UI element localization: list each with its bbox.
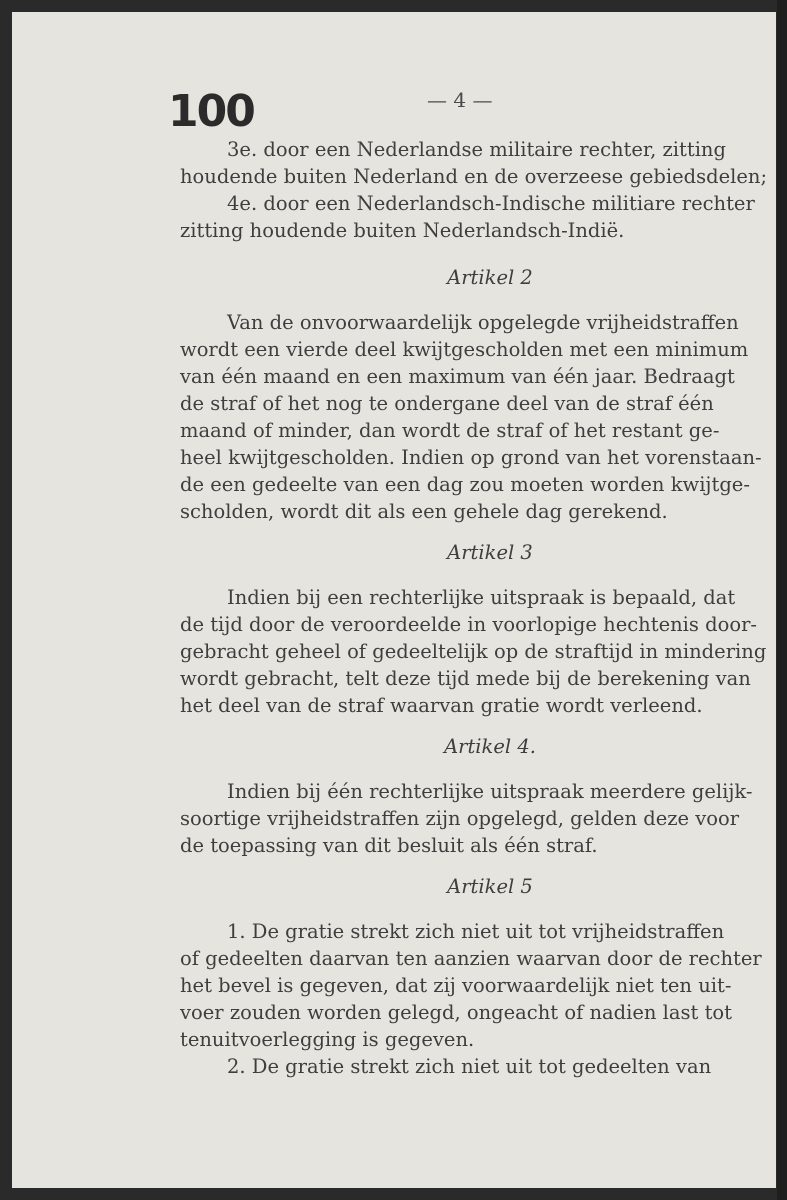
- text-line: het deel van de straf waarvan gratie wordt verleend.: [180, 694, 703, 717]
- text-line: maand of minder, dan wordt de straf of het restant ge-: [180, 419, 720, 442]
- text-line: tenuitvoerlegging is gegeven.: [180, 1028, 475, 1051]
- page-stamp-number: 100: [168, 86, 254, 137]
- text-line: voer zouden worden gelegd, ongeacht of nadien last tot: [180, 1001, 732, 1024]
- text-line: het bevel is gegeven, dat zij voorwaardelijk niet ten uit-: [180, 974, 732, 997]
- article-heading-5: Artikel 5: [447, 875, 533, 898]
- text-line: houdende buiten Nederland en de overzeese gebiedsdelen;: [180, 165, 768, 188]
- text-line: soortige vrijheidstraffen zijn opgelegd, gelden deze voor: [180, 807, 740, 830]
- text-line: Van de onvoorwaardelijk opgelegde vrijheidstraffen: [227, 311, 739, 334]
- text-line: wordt gebracht, telt deze tijd mede bij de berekening van: [180, 667, 751, 690]
- document-page: [12, 12, 776, 1188]
- text-line: de een gedeelte van een dag zou moeten worden kwijtge-: [180, 473, 750, 496]
- text-line: 1. De gratie strekt zich niet uit tot vrijheidstraffen: [227, 920, 725, 943]
- text-line: Indien bij één rechterlijke uitspraak meerdere gelijk-: [227, 780, 753, 803]
- text-line: de straf of het nog te ondergane deel van de straf één: [180, 392, 714, 415]
- document-body: [180, 136, 780, 1080]
- text-line: 4e. door een Nederlandsch-Indische militiare rechter: [227, 192, 755, 215]
- text-line: zitting houdende buiten Nederlandsch-Indië.: [180, 219, 625, 242]
- text-line: scholden, wordt dit als een gehele dag gerekend.: [180, 500, 668, 523]
- text-line: of gedeelten daarvan ten aanzien waarvan door de rechter: [180, 947, 762, 970]
- article-heading-4: Artikel 4.: [444, 735, 536, 758]
- text-line: de toepassing van dit besluit als één straf.: [180, 834, 598, 857]
- article-heading-2: Artikel 2: [447, 266, 533, 289]
- scan-edge: [777, 0, 787, 1200]
- text-line: de tijd door de veroordeelde in voorlopige hechtenis door-: [180, 613, 757, 636]
- text-line: wordt een vierde deel kwijtgescholden met een minimum: [180, 338, 749, 361]
- text-line: gebracht geheel of gedeeltelijk op de straftijd in mindering: [180, 640, 767, 663]
- text-line: 2. De gratie strekt zich niet uit tot gedeelten van: [227, 1055, 712, 1078]
- page-number: — 4 —: [427, 88, 493, 112]
- article-heading-3: Artikel 3: [447, 541, 533, 564]
- text-line: van één maand en een maximum van één jaar. Bedraagt: [180, 365, 735, 388]
- text-line: heel kwijtgescholden. Indien op grond van het vorenstaan-: [180, 446, 762, 469]
- text-line: Indien bij een rechterlijke uitspraak is bepaald, dat: [227, 586, 736, 609]
- text-line: 3e. door een Nederlandse militaire rechter, zitting: [227, 138, 726, 161]
